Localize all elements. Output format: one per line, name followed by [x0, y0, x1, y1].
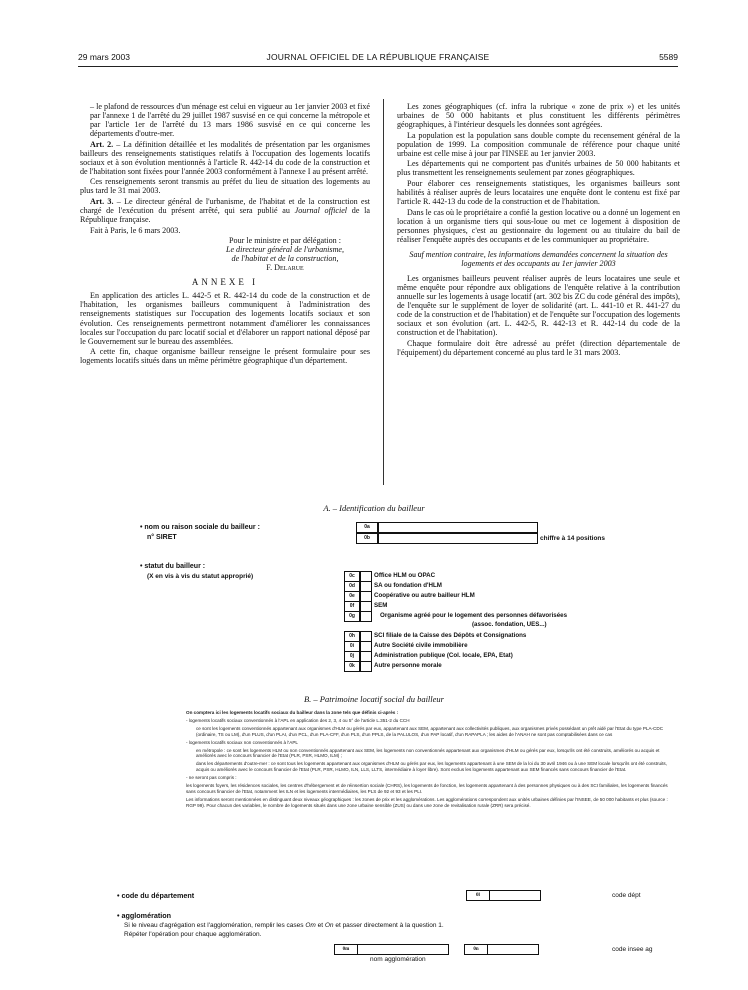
tag-0d: 0d: [344, 581, 360, 592]
statut-label: • statut du bailleur :: [140, 563, 206, 570]
tag-0g: 0g: [344, 611, 360, 622]
paragraph: Chaque formulaire doit être adressé au préfet (direction départementale de l'équipement) du département concerné au plus tard le 31 mars 2003.: [397, 338, 680, 357]
tag-0j: 0j: [344, 651, 360, 662]
statut-hint: (X en vis à vis du statut approprié): [147, 573, 254, 580]
article-2: Art. 2. – La définition détaillée et les modalités de présentation par les organismes bailleurs des renseignements statistiques relatifs à l'occupation des logements locatifs sociaux et à son évolution mentionnés à l'article R. 442-14 du code de la construction et de l'habitation sont fixées pour l'année 2003 conformément à l'annexe I au présent arrêté.: [80, 139, 371, 176]
paragraph: Pour élaborer ces renseignements statistiques, les organismes bailleurs sont habilités à réaliser auprès de leurs locataires une enquête dont le contenu est fixé par l'article R. 442-13 du code de la construction et de l'habitation.: [397, 178, 680, 206]
section-b-title: B. – Patrimoine locatif social du bailleur: [303, 694, 444, 704]
tag-0h: 0h: [344, 631, 360, 642]
italic-note: Sauf mention contraire, les informations demandées concernent la situation des logements et des occupants au 1er janvier 2003: [409, 249, 668, 268]
fait-a-paris: Fait à Paris, le 6 mars 2003.: [90, 225, 181, 235]
option-sa-hlm: SA ou fondation d'HLM: [374, 582, 442, 589]
paragraph: Les départements qui ne comportent pas d'unités urbaines de 50 000 habitants et plus transmettent les renseignements seulement par zones géographiques.: [397, 159, 680, 178]
siret-label: n° SIRET: [147, 534, 177, 541]
option-admin-publique: Administration publique (Col. locale, EPA, Etat): [374, 652, 513, 659]
code-dept-note: code dépt: [612, 892, 641, 899]
paragraph: – le plafond de ressources d'un ménage est celui en vigueur au 1er janvier 2003 et fixé par l'annexe 1 de l'arrêté du 29 juillet 1987 susvisé en ce qui concerne la métropole et par l'article 1er de l'arrêté du 13 mars 1986 susvisé en ce qui concerne les départements d'outre-mer.: [90, 102, 370, 139]
code-dept-input[interactable]: [489, 890, 541, 901]
column-divider: [383, 99, 384, 485]
siret-note: chiffre à 14 positions: [540, 535, 606, 542]
agglomeration-label: • agglomération: [117, 911, 172, 920]
tag-0k: 0k: [344, 661, 360, 672]
option-cooperative: Coopérative ou autre bailleur HLM: [374, 592, 475, 599]
header-journal-title: JOURNAL OFFICIEL DE LA RÉPUBLIQUE FRANÇAISE: [266, 52, 490, 62]
agglomeration-name-input[interactable]: [357, 944, 449, 955]
article-3: Art. 3. – Le directeur général de l'urbanisme, de l'habitat et de la construction est chargé de l'exécution du présent arrêté, qui sera publié au Journal officiel de la République française.: [80, 196, 370, 225]
paragraph: En application des articles L. 442-5 et R. 442-14 du code de la construction et de l'habitation, les organismes bailleurs communiquent à l'administration des renseignements statistiques sur l'occupation des logements locatifs sociaux et son évolution. Ces renseignements permettront notamment d'améliorer les connaissances locales sur l'occupation du parc locatif social et d'élaborer un rapport national déposé par le Gouvernement sur le bureau des assemblées.: [80, 291, 370, 346]
checkbox-organisme-agree[interactable]: [360, 611, 372, 622]
tag-0c: 0c: [344, 571, 360, 582]
tag-0a: 0a: [356, 522, 378, 533]
section-b-fine-print: On comptera ici les logements locatifs sociaux du bailleur dans la zone tels que définis ci-après : - logements locatifs sociaux conventionnés à l'APL en application des 2, 3, 4 ou 5° de l'article L.351-2 du CCH ce sont les logements conventionnés appartenant aux organismes d'HLM ou gérés par eux, appartenant aux SEM, appartenant aux collectivités publiques, aux organismes privés possédant un prêt aidé par l'Etat du type PLA-CDC (ordinaire, TS ou LM), d'un PLUS, d'un PLAI, d'un PCL, d'un PLA-CFF, d'un PLS, d'un PPLS, de la PALULOS, d'un PAP locatif, d'un RAPAPLA ; les aides de l'ANAH ne sont pas comptabilisées dans ce cas - logements locatifs sociaux non conventionnés à l'APL en métropole : ce sont les logements HLM ou non conventionnés appartenant aux SEM, les logements non conventionnés appartenant aux organismes d'HLM ou gérés par eux, lorsqu'ils ont été construits, améliorés ou acquis et améliorés avec le concours financier de l'Etat (PLR, PSR, HLMO, ILM) ; dans les départements d'outre-mer : ce sont tous les logements appartenant aux organismes d'HLM ou gérés par eux, les logements appartenant à une SEM de la loi du 30 avril 1946 ou à une SEM locale lorsqu'ils ont été construits, acquis ou améliorés avec le concours financier de l'Etat (PLR, PSR, HLMO, ILN, LLS, LLTS, intermédiaire à loyer libre). Sont exclus les logements appartenant aux SEM financés sans concours financier de l'Etat. - ne seront pas compris : les logements foyers, les résidences sociales, les centres d'hébergement et de réinsertion sociale (CHRS), les logements de fonction, les logements appartenant à des personnes physiques ou à des SCI familiales, les logements financés sans concours financier de l'Etat, notamment les ILN et les logements intermédiaires, les PLS de 92 et 93 et les PLI. Les informations seront mentionnées en distinguant deux niveaux géographiques : les zones de prix et les agglomérations. Les agglomérations correspondent aux unités urbaines définies par l'INSEE, de 50 000 habitants et plus (source : RGP 99). Pour chacun des variables, le nombre de logements situés dans une zone urbaine sensible (ZUS) ou dans une zone de revitalisation rurale (ZRR) sera précisé.: [186, 710, 668, 808]
tag-0b: 0b: [356, 533, 378, 544]
option-office-hlm: Office HLM ou OPAC: [374, 572, 436, 579]
option-organisme-agree-sub: (assoc. fondation, UES...): [472, 621, 547, 628]
header-date: 29 mars 2003: [78, 52, 130, 62]
page-header: [78, 52, 678, 67]
tag-0e: 0e: [344, 591, 360, 602]
paragraph: Ces renseignements seront transmis au préfet du lieu de situation des logements au plus tard le 31 mai 2003.: [80, 177, 370, 196]
section-a-title: A. – Identification du bailleur: [323, 503, 425, 513]
name-input[interactable]: [378, 522, 538, 533]
option-autre-personne-morale: Autre personne morale: [374, 662, 442, 669]
paragraph: La population est la population sans double compte du recensement général de la population de 1999. La composition communale de référence pour chaque unité urbaine est celle mise à jour par l'INSEE au 1er janvier 2003.: [397, 130, 680, 158]
code-dept-label: • code du département: [117, 891, 195, 900]
tag-0n: 0n: [464, 944, 488, 955]
agglomeration-hint-1: Si le niveau d'agrégation est l'agglomération, remplir les cases Om et On et passer directement à la question 1.: [124, 922, 444, 929]
agglomeration-code-input[interactable]: [487, 944, 539, 955]
option-sci-cdc: SCI filiale de la Caisse des Dépôts et Consignations: [374, 632, 527, 639]
option-autre-sci: Autre Société civile immobilière: [374, 642, 468, 649]
tag-0i: 0i: [344, 641, 360, 652]
agglomeration-code-note: code insee ag: [612, 946, 653, 953]
annexe-heading: ANNEXE I: [191, 277, 259, 288]
tag-0f: 0f: [344, 601, 360, 612]
tag-0l: 0l: [466, 890, 490, 901]
option-organisme-agree: Organisme agréé pour le logement des personnes défavorisées: [380, 612, 568, 619]
signature-block: Pour le ministre et par délégation : Le directeur général de l'urbanisme, de l'habitat et de la construction, F. Delarue: [225, 236, 345, 273]
option-sem: SEM: [374, 602, 388, 609]
tag-0m: 0m: [334, 944, 358, 955]
name-label: • nom ou raison sociale du bailleur :: [140, 524, 260, 531]
agglomeration-hint-2: Répéter l'opération pour chaque agglomération.: [124, 931, 262, 938]
left-column: [80, 102, 370, 367]
agglomeration-name-caption: nom agglomération: [370, 956, 426, 963]
paragraph: Dans le cas où le propriétaire a confié la gestion locative ou a donné un logement en location à un organisme tiers qui sous-loue ou met ce logement à disposition de personnes physiques, c'est au gestionnaire du logement ou au titulaire du bail de réaliser l'enquête auprès des occupants et de les communiquer au propriétaire.: [397, 207, 680, 244]
paragraph: Les organismes bailleurs peuvent réaliser auprès de leurs locataires une seule et même enquête pour répondre aux obligations de l'enquête relative à la contribution annuelle sur les logements à usage locatif (art. 302 bis ZC du code général des impôts), de l'enquête sur le supplément de loyer de solidarité (art. L. 441-10 et R. 441-27 du code de la construction et de l'habitation) et de l'enquête sur l'occupation des logements sociaux et son évolution (art. L. 442-5, R. 442-13 et R. 442-14 du code de la construction et de l'habitation).: [397, 273, 680, 338]
paragraph: Les zones géographiques (cf. infra la rubrique « zone de prix ») et les unités urbaines de 50 000 habitants et plus constituent les différents périmètres géographiques, à l'intérieur desquels les données sont agrégées.: [397, 102, 680, 130]
siret-input[interactable]: [378, 533, 538, 544]
checkbox-autre-personne-morale[interactable]: [360, 661, 372, 672]
paragraph: A cette fin, chaque organisme bailleur renseigne le présent formulaire pour ses logements locatifs situés dans un même périmètre géographique d'un département.: [80, 347, 370, 366]
header-page-number: 5589: [659, 52, 678, 62]
right-column: [397, 102, 680, 358]
